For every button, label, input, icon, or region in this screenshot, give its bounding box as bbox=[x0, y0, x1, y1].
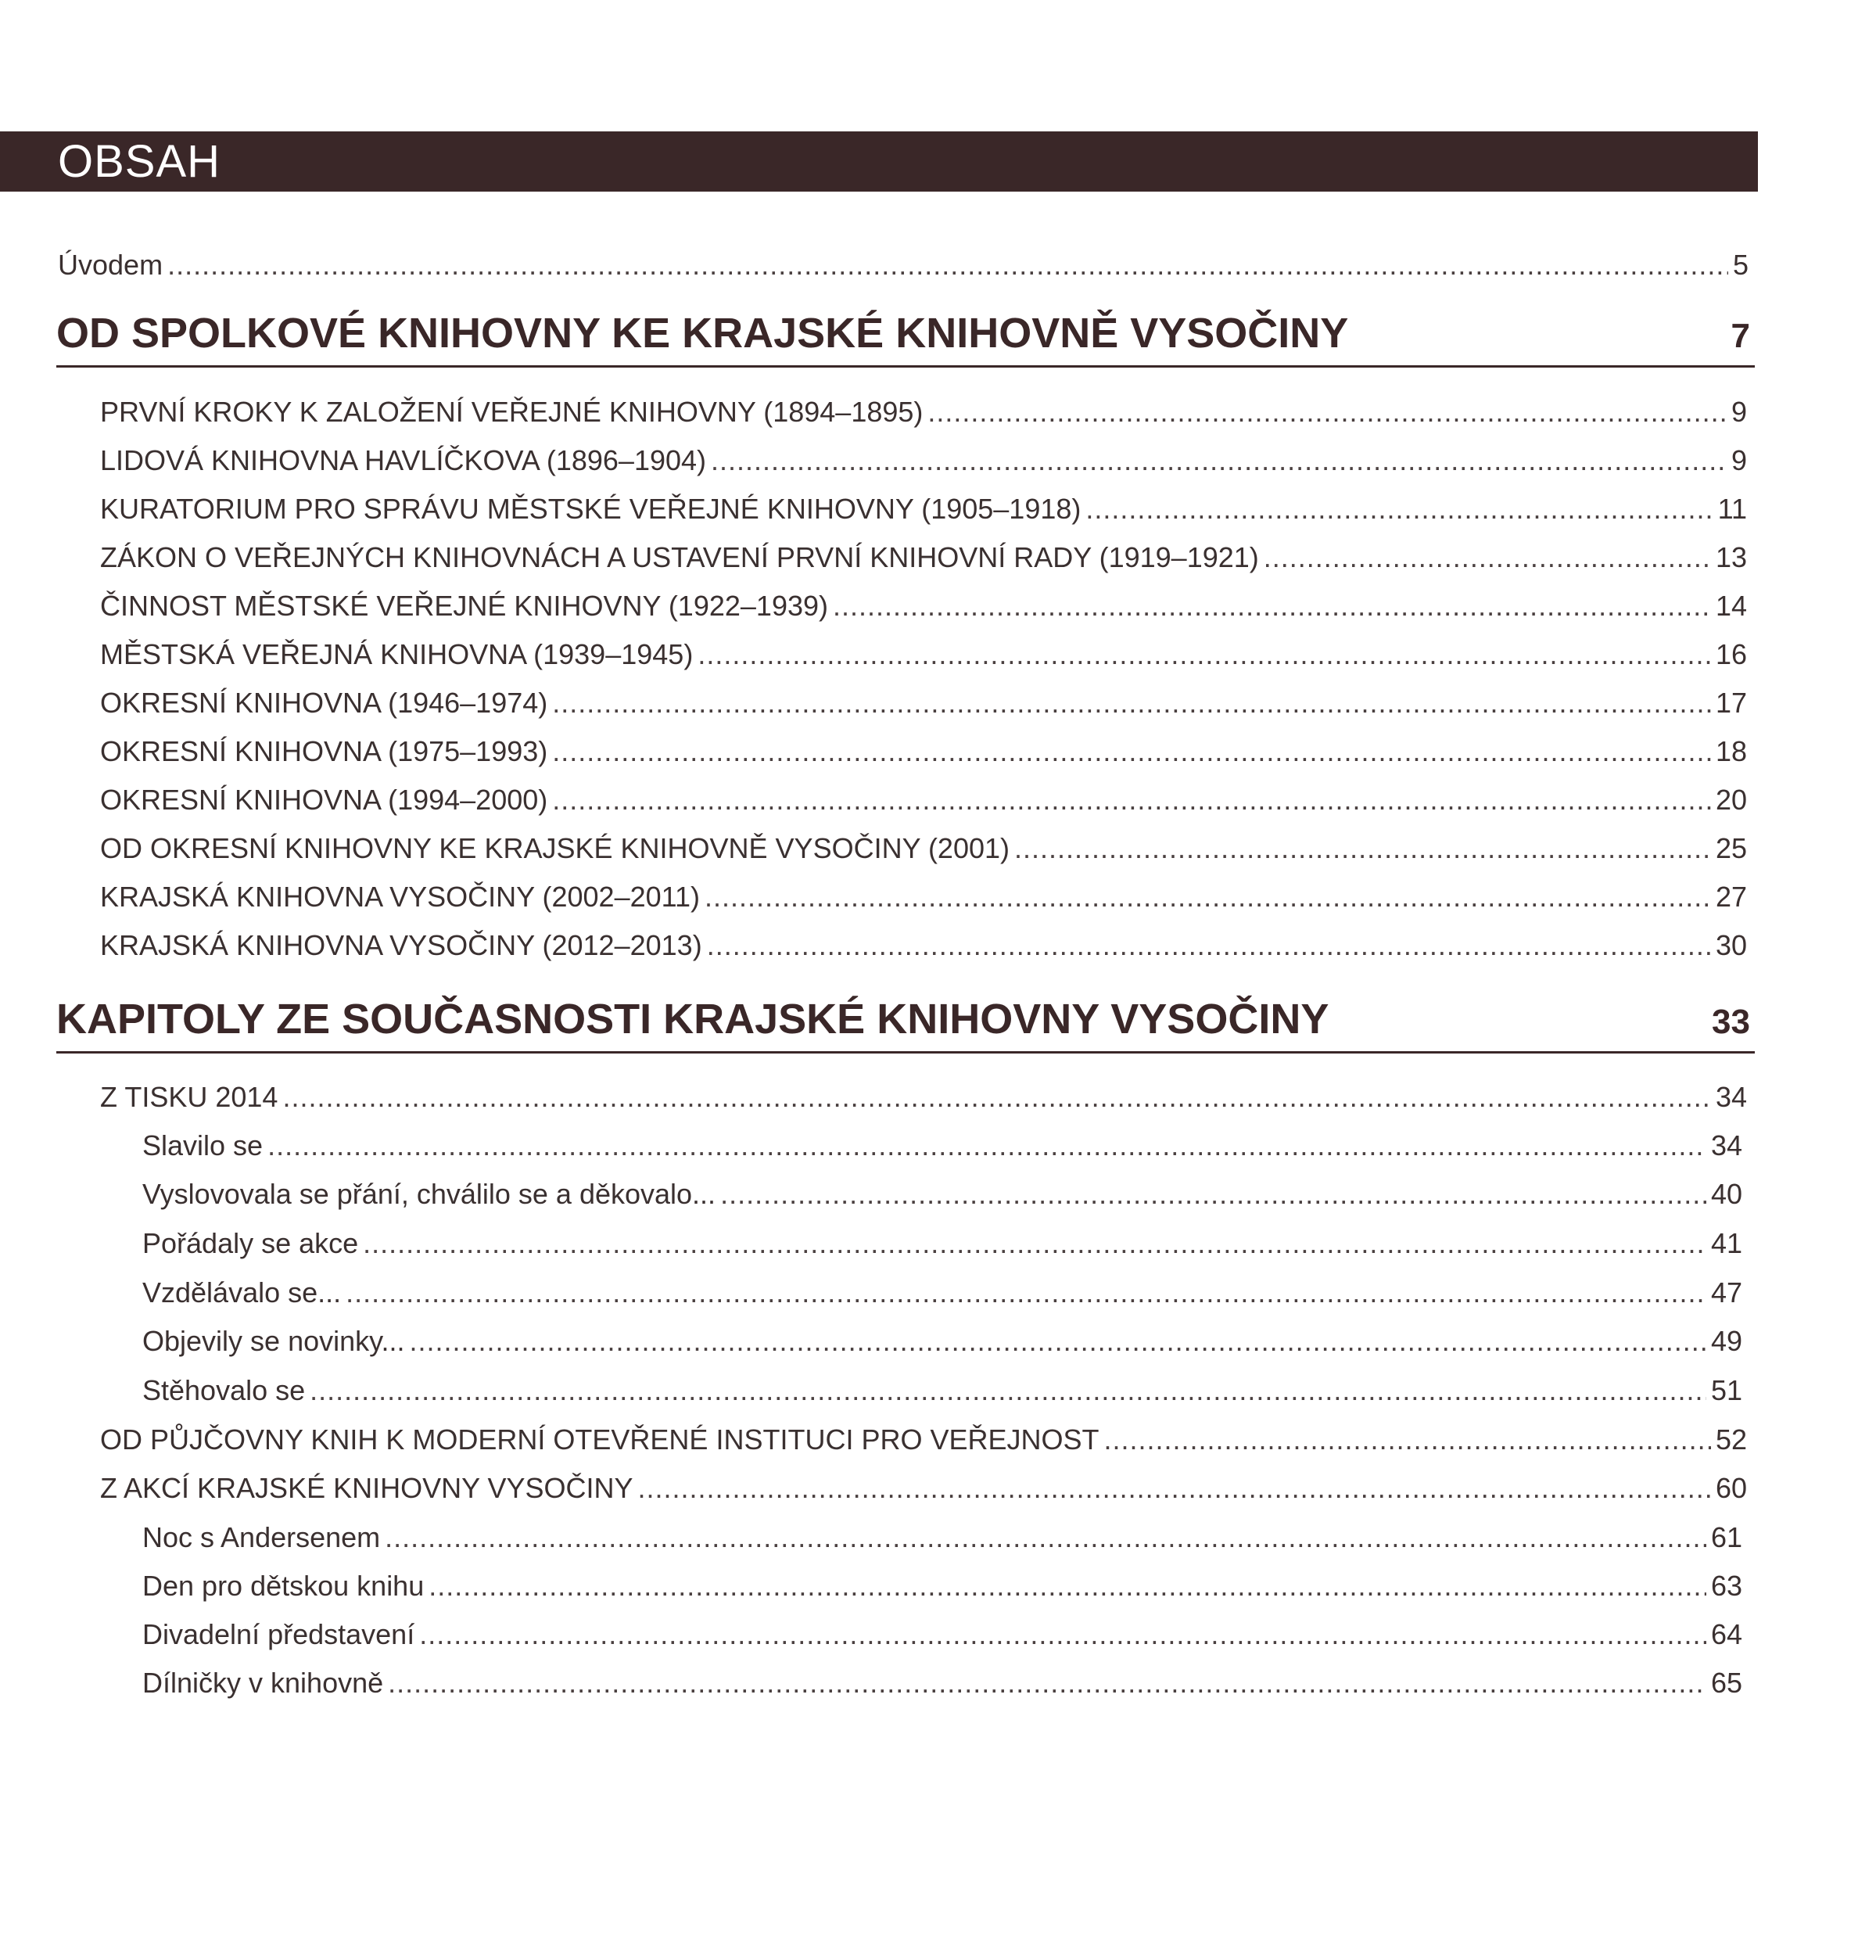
toc-entry[interactable] bbox=[100, 687, 1747, 720]
toc-subentry[interactable] bbox=[142, 1325, 1742, 1358]
toc-entry-page: 51 bbox=[1710, 1374, 1742, 1406]
toc-leader-dots bbox=[363, 1227, 1706, 1260]
toc-section-heading[interactable] bbox=[56, 309, 1755, 368]
toc-entry-page: 52 bbox=[1715, 1423, 1747, 1456]
toc-header-title: OBSAH bbox=[58, 136, 221, 187]
toc-leader-dots bbox=[310, 1374, 1706, 1407]
toc-entry-title: Den pro dětskou knihu bbox=[142, 1570, 425, 1602]
toc-leader-dots bbox=[385, 1521, 1706, 1554]
toc-entry[interactable] bbox=[100, 590, 1747, 623]
toc-leader-dots bbox=[833, 590, 1711, 623]
toc-entry-title: Z AKCÍ KRAJSKÉ KNIHOVNY VYSOČINY bbox=[100, 1472, 633, 1504]
toc-entry-title: Z TISKU 2014 bbox=[100, 1081, 278, 1113]
toc-subentry[interactable] bbox=[142, 1374, 1742, 1407]
toc-section-title: OD SPOLKOVÉ KNIHOVNY KE KRAJSKÉ KNIHOVNĚ VYSOČINY bbox=[56, 310, 1349, 357]
toc-leader-dots bbox=[388, 1667, 1706, 1700]
toc-entry-title: MĚSTSKÁ VEŘEJNÁ KNIHOVNA (1939–1945) bbox=[100, 638, 694, 670]
toc-entry-title: OKRESNÍ KNIHOVNA (1946–1974) bbox=[100, 687, 548, 719]
toc-entry[interactable] bbox=[100, 784, 1747, 817]
toc-entry[interactable] bbox=[100, 638, 1747, 671]
toc-leader-dots bbox=[1104, 1423, 1711, 1456]
toc-leader-dots bbox=[720, 1178, 1706, 1211]
toc-entry-title: Divadelní představení bbox=[142, 1618, 415, 1650]
toc-entry-page: 9 bbox=[1731, 396, 1747, 428]
toc-leader-dots bbox=[552, 735, 1711, 768]
toc-entry-title: LIDOVÁ KNIHOVNA HAVLÍČKOVA (1896–1904) bbox=[100, 444, 707, 476]
toc-entry[interactable] bbox=[100, 493, 1747, 526]
toc-section-heading[interactable] bbox=[56, 995, 1755, 1054]
toc-entry-title: KRAJSKÁ KNIHOVNA VYSOČINY (2012–2013) bbox=[100, 929, 702, 961]
toc-leader-dots bbox=[1264, 541, 1711, 574]
toc-entry[interactable] bbox=[100, 735, 1747, 768]
toc-subentry[interactable] bbox=[142, 1129, 1742, 1162]
toc-entry-page: 30 bbox=[1715, 929, 1747, 961]
toc-entry-title: Vzdělávalo se... bbox=[142, 1276, 342, 1308]
toc-entry[interactable] bbox=[100, 541, 1747, 574]
toc-entry[interactable] bbox=[100, 1423, 1747, 1456]
toc-entry[interactable] bbox=[100, 444, 1747, 477]
toc-entry-title: Pořádaly se akce bbox=[142, 1227, 359, 1259]
toc-leader-dots bbox=[1014, 832, 1711, 865]
toc-entry-page: 40 bbox=[1710, 1178, 1742, 1210]
toc-entry-page: 64 bbox=[1710, 1618, 1742, 1650]
toc-section-page: 33 bbox=[1712, 1003, 1750, 1041]
toc-entry-page: 16 bbox=[1715, 638, 1747, 670]
toc-entry-page: 65 bbox=[1710, 1667, 1742, 1699]
toc-entry-page: 20 bbox=[1715, 784, 1747, 816]
toc-entry[interactable] bbox=[100, 832, 1747, 865]
toc-entry-title: OKRESNÍ KNIHOVNA (1994–2000) bbox=[100, 784, 548, 816]
toc-entry-page: 17 bbox=[1715, 687, 1747, 719]
toc-entry-page: 14 bbox=[1715, 590, 1747, 622]
toc-entry-page: 13 bbox=[1715, 541, 1747, 573]
toc-leader-dots bbox=[552, 687, 1711, 720]
toc-subentry[interactable] bbox=[142, 1667, 1742, 1700]
toc-entry-page: 18 bbox=[1715, 735, 1747, 767]
toc-entry-page: 63 bbox=[1710, 1570, 1742, 1602]
toc-entry-title: Noc s Andersenem bbox=[142, 1521, 381, 1553]
toc-entry-page: 60 bbox=[1715, 1472, 1747, 1504]
toc-subentry[interactable] bbox=[142, 1521, 1742, 1554]
toc-entry[interactable] bbox=[100, 929, 1747, 962]
toc-leader-dots bbox=[711, 444, 1727, 477]
toc-entry-title: OD PŮJČOVNY KNIH K MODERNÍ OTEVŘENÉ INSTITUCI PRO VEŘEJNOST bbox=[100, 1423, 1099, 1456]
toc-leader-dots bbox=[707, 929, 1711, 962]
toc-entry-page: 49 bbox=[1710, 1325, 1742, 1357]
toc-leader-dots bbox=[705, 881, 1711, 914]
toc-entry-page: 34 bbox=[1710, 1129, 1742, 1161]
toc-section-page: 7 bbox=[1731, 317, 1750, 355]
toc-entry-title: Úvodem bbox=[58, 249, 163, 281]
toc-entry-title: ČINNOST MĚSTSKÉ VEŘEJNÉ KNIHOVNY (1922–1939) bbox=[100, 590, 828, 622]
toc-entry[interactable] bbox=[100, 1081, 1747, 1114]
toc-subentry[interactable] bbox=[142, 1276, 1742, 1309]
toc-entry-page: 61 bbox=[1710, 1521, 1742, 1553]
toc-entry[interactable] bbox=[100, 396, 1747, 429]
toc-entry-title: Slavilo se bbox=[142, 1129, 264, 1161]
toc-entry-page: 5 bbox=[1732, 249, 1749, 281]
toc-entry-page: 47 bbox=[1710, 1276, 1742, 1308]
toc-entry-page: 25 bbox=[1715, 832, 1747, 864]
toc-leader-dots bbox=[1085, 493, 1713, 526]
toc-leader-dots bbox=[267, 1129, 1706, 1162]
toc-entry-title: ZÁKON O VEŘEJNÝCH KNIHOVNÁCH A USTAVENÍ PRVNÍ KNIHOVNÍ RADY (1919–1921) bbox=[100, 541, 1259, 573]
toc-leader-dots bbox=[419, 1618, 1706, 1651]
toc-leader-dots bbox=[552, 784, 1711, 817]
toc-entry-title: PRVNÍ KROKY K ZALOŽENÍ VEŘEJNÉ KNIHOVNY (1894–1895) bbox=[100, 396, 924, 428]
toc-leader-dots bbox=[927, 396, 1727, 429]
toc-entry[interactable] bbox=[100, 1472, 1747, 1505]
toc-subentry[interactable] bbox=[142, 1178, 1742, 1211]
toc-leader-dots bbox=[282, 1081, 1711, 1114]
toc-leader-dots bbox=[346, 1276, 1706, 1309]
toc-entry[interactable] bbox=[100, 881, 1747, 914]
toc-entry-page: 11 bbox=[1717, 493, 1747, 525]
toc-entry-page: 27 bbox=[1715, 881, 1747, 913]
toc-leader-dots bbox=[638, 1472, 1711, 1505]
toc-subentry[interactable] bbox=[142, 1618, 1742, 1651]
toc-subentry[interactable] bbox=[142, 1227, 1742, 1260]
toc-entry-title: Vyslovovala se přání, chválilo se a děkovalo... bbox=[142, 1178, 716, 1210]
toc-entry-page: 9 bbox=[1731, 444, 1747, 476]
toc-entry-title: KRAJSKÁ KNIHOVNA VYSOČINY (2002–2011) bbox=[100, 881, 701, 913]
toc-entry-title: Dílničky v knihovně bbox=[142, 1667, 384, 1699]
toc-leader-dots bbox=[167, 249, 1728, 282]
toc-entry-intro[interactable] bbox=[58, 249, 1749, 282]
toc-entry-title: KURATORIUM PRO SPRÁVU MĚSTSKÉ VEŘEJNÉ KNIHOVNY (1905–1918) bbox=[100, 493, 1081, 525]
toc-entry-title: OD OKRESNÍ KNIHOVNY KE KRAJSKÉ KNIHOVNĚ VYSOČINY (2001) bbox=[100, 832, 1010, 864]
toc-section-title: KAPITOLY ZE SOUČASNOSTI KRAJSKÉ KNIHOVNY VYSOČINY bbox=[56, 996, 1329, 1043]
toc-subentry[interactable] bbox=[142, 1570, 1742, 1603]
toc-entry-title: OKRESNÍ KNIHOVNA (1975–1993) bbox=[100, 735, 548, 767]
toc-entry-title: Objevily se novinky... bbox=[142, 1325, 405, 1357]
toc-leader-dots bbox=[698, 638, 1711, 671]
toc-entry-page: 34 bbox=[1715, 1081, 1747, 1113]
toc-leader-dots bbox=[409, 1325, 1706, 1358]
toc-entry-title: Stěhovalo se bbox=[142, 1374, 306, 1406]
toc-leader-dots bbox=[429, 1570, 1706, 1603]
toc-entry-page: 41 bbox=[1710, 1227, 1742, 1259]
